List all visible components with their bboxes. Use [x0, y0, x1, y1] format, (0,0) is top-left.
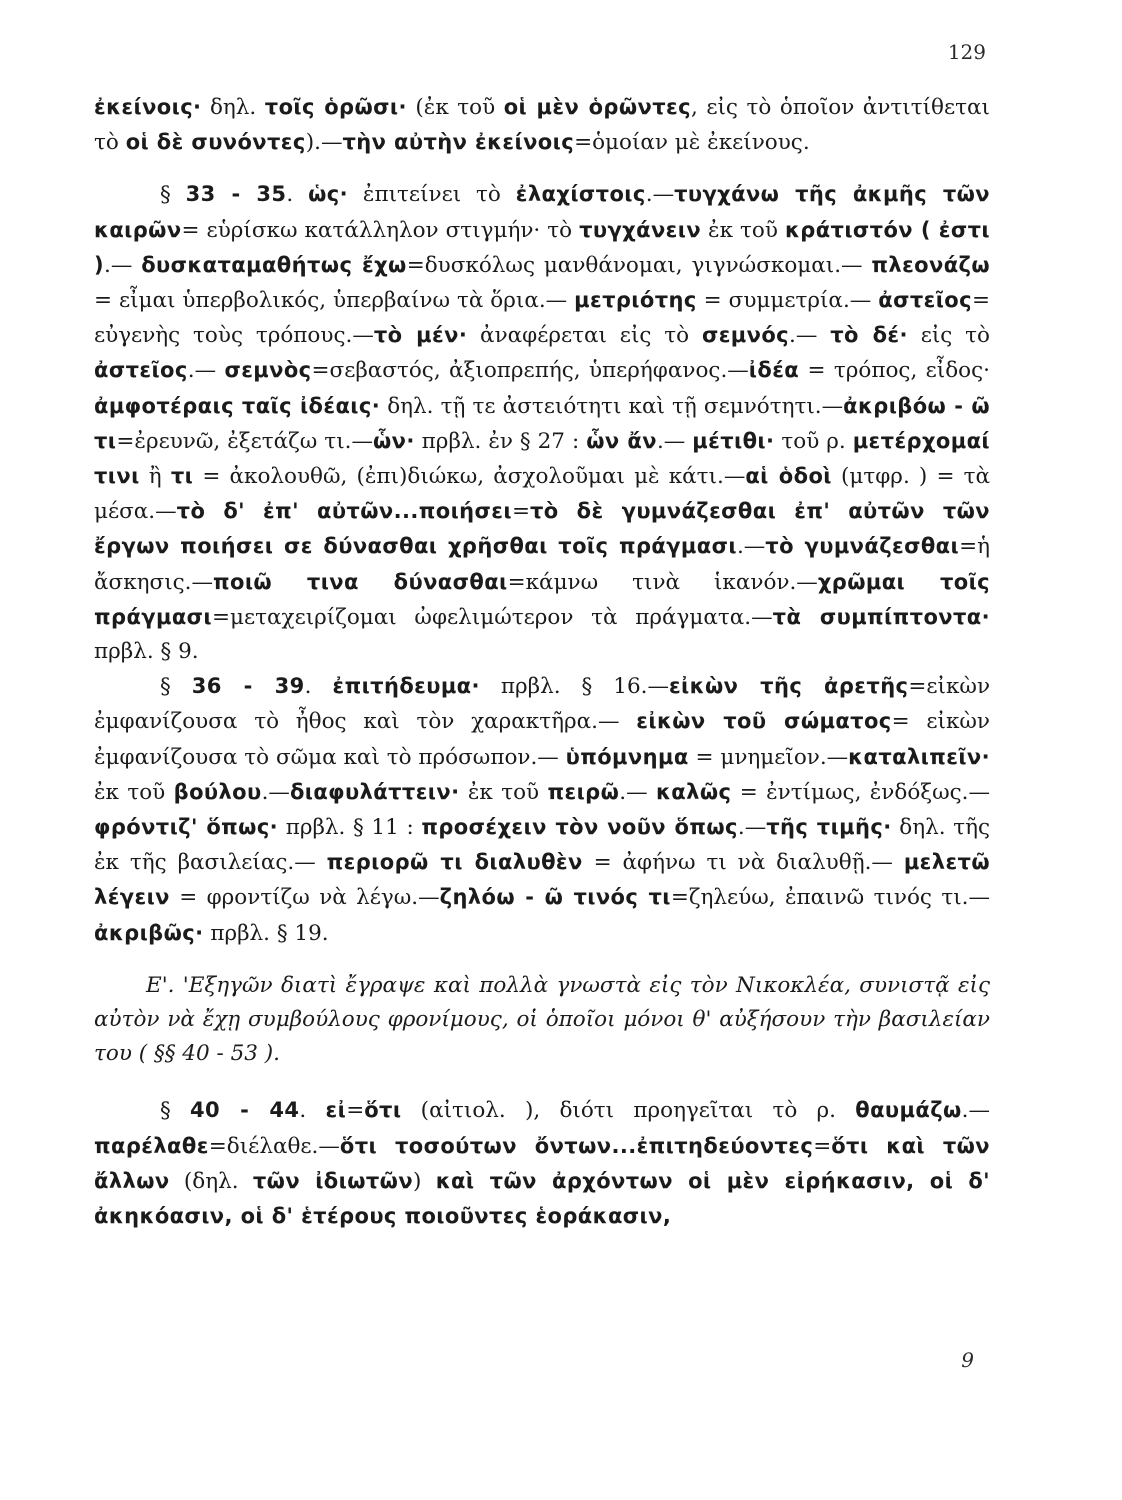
gloss-text: . [304, 674, 333, 700]
bold-term: 40 - 44 [190, 1098, 300, 1123]
gloss-text: .— [619, 779, 656, 805]
gloss-text: πρβλ. § 11 : [278, 815, 422, 841]
bold-term: αἱ ὁδοὶ [745, 464, 832, 489]
page-number: 129 [947, 40, 986, 64]
gloss-text: (αἰτιολ. ), διότι προηγεῖται τὸ ρ. [401, 1098, 856, 1124]
gloss-text: = [346, 1098, 365, 1124]
gloss-text: . [286, 182, 309, 208]
bold-term: τὴν αὐτὴν ἐκείνοις [342, 130, 575, 155]
bold-term: εἰκὼν τῆς ἀρετῆς [668, 674, 909, 699]
bold-term: ἀκριβῶς· [94, 920, 204, 945]
bold-term: διαφυλάττειν· [289, 779, 460, 804]
bold-term: καὶ τῶν ἀρχόντων οἱ μὲν εἰρήκασιν, οἱ δ' ἀκηκόασιν, οἱ δ' ἑτέρους ποιοῦντες ἑοράκασιν, [94, 1168, 990, 1229]
gloss-text: =ζηλεύω, ἐπαινῶ τινός τι.— [670, 885, 990, 911]
bold-term: πλεονάζω [871, 252, 990, 277]
gloss-text: (μτφρ. ) = τὰ μέσα.— [94, 464, 991, 525]
gloss-text: ἐκ τοῦ [701, 217, 785, 243]
section-summary-E: Ε'. 'Εξηγῶν διατὶ ἔγραψε καὶ πολλὰ γνωστὰ εἰς τὸν Νικοκλέα, συνιστᾷ εἰς αὐτὸν νὰ ἔχῃ συμβούλους φρονίμους, οἱ ὁποῖοι μόνοι θ' αὐξήσουν τὴν βασιλείαν του ( §§ 40 - 53 ). [94, 972, 990, 1067]
bold-term: ποιῶ τινα δύνασθαι [213, 569, 508, 594]
bold-term: τὸ δέ· [830, 323, 908, 348]
gloss-text: δηλ. τῆς ἐκ τῆς βασιλείας.— [94, 815, 991, 876]
bold-term: τὸ γυμνάζεσθαι [765, 534, 960, 559]
gloss-text: ) [413, 1168, 436, 1194]
paragraph-ekeinois [94, 90, 990, 160]
bold-term: μέτιθι· [692, 428, 775, 453]
bold-term: κράτιστόν ( ἐστι ) [94, 217, 990, 277]
gloss-text: πρβλ. § 9. [94, 639, 199, 665]
gloss-text: § [160, 674, 192, 700]
bold-term: ὅτι τοσούτων ὄντων...ἐπιτηδεύοντες [339, 1133, 814, 1158]
gloss-text: = εὑρίσκω κατάλληλον στιγμήν· τὸ [181, 217, 580, 243]
gloss-text: ἢ [139, 464, 171, 490]
gloss-text: = εἶμαι ὑπερβολικός, ὑπερβαίνω τὰ ὅρια.— [94, 288, 575, 314]
gloss-text: = εἰκὼν ἐμφανίζουσα τὸ σῶμα καὶ τὸ πρόσωπον.— [94, 709, 991, 770]
bold-term: μετριότης [574, 288, 697, 313]
gloss-text: § [160, 182, 186, 208]
bold-term: τὸ δ' ἐπ' αὐτῶν...ποιήσει [176, 499, 512, 524]
gloss-text: τοῦ ρ. [774, 428, 853, 454]
printer-signature-mark: 9 [961, 1348, 974, 1372]
gloss-text: .— [645, 182, 675, 208]
gloss-text: = φροντίζω νὰ λέγω.— [169, 885, 440, 911]
bold-term: ἀστεῖος [878, 288, 972, 313]
gloss-text: .— [961, 1098, 990, 1124]
gloss-text: .— [737, 815, 767, 841]
gloss-text: , εἰς τὸ ὁποῖον ἀντιτίθεται τὸ [94, 95, 990, 156]
gloss-text: = [511, 499, 530, 525]
bold-term: ἰδέα [748, 358, 800, 383]
gloss-text: ἐπιτείνει τὸ [348, 182, 516, 208]
bold-term: τῆς τιμῆς· [766, 815, 892, 840]
bold-term: σεμνός [701, 323, 790, 348]
gloss-text: .— [789, 323, 831, 349]
bold-term: καλῶς [655, 779, 732, 804]
gloss-text: =κάμνω τινὰ ἱκανόν.— [507, 569, 818, 595]
bold-term: ὧν ἄν [586, 428, 657, 453]
gloss-text: (ἐκ τοῦ [406, 95, 504, 120]
gloss-text: =δυσκόλως μανθάνομαι, γιγνώσκομαι.— [406, 252, 872, 278]
gloss-text: =μεταχειρίζομαι ὠφελιμώτερον τὰ πράγματα.— [212, 604, 773, 630]
gloss-text: .— [104, 252, 142, 278]
gloss-text: δηλ. [201, 95, 265, 120]
gloss-text: ἐκ τοῦ [94, 779, 174, 805]
bold-term: τυγχάνω τῆς ἀκμῆς τῶν καιρῶν [94, 182, 990, 242]
gloss-text: δηλ. τῇ τε ἀστειότητι καὶ τῇ σεμνότητι.— [380, 393, 844, 419]
gloss-text: § [160, 1098, 190, 1124]
bold-term: πειρῶ [547, 779, 620, 804]
gloss-text: .— [261, 779, 290, 805]
bold-term: τὸ δὲ γυμνάζεσθαι ἐπ' αὐτῶν τῶν ἔργων ποιήσει σε δύνασθαι χρῆσθαι τοῖς πράγμασι [94, 499, 990, 559]
bold-term: τι [170, 464, 194, 489]
bold-term: θαυμάζω [855, 1098, 962, 1123]
gloss-text: = ἀφήνω τι νὰ διαλυθῇ.— [582, 850, 904, 876]
gloss-text: .— [736, 534, 766, 560]
bold-term: ἐπιτήδευμα· [332, 674, 480, 699]
bold-term: καταλιπεῖν· [848, 744, 990, 769]
gloss-text: =ὁμοίαν μὲ ἐκείνους. [574, 130, 810, 156]
bold-term: παρέλαθε [94, 1133, 209, 1158]
bold-term: ἐκείνοις· [94, 95, 202, 119]
gloss-text: = [813, 1133, 832, 1159]
bold-term: εἰ [325, 1098, 347, 1123]
bold-term: οἱ μὲν ὁρῶντες [503, 95, 691, 119]
gloss-text: .— [187, 358, 225, 384]
bold-term: ὅτι καὶ τῶν ἄλλων [94, 1133, 990, 1193]
gloss-text: = μνημεῖον.— [688, 744, 849, 770]
bold-term: μελετῶ λέγειν [94, 850, 990, 910]
bold-term: δυσκαταμαθήτως ἔχω [141, 252, 407, 277]
gloss-text: =ἐρευνῶ, ἐξετάζω τι.— [116, 428, 373, 454]
paragraph-section-33-35 [94, 177, 990, 669]
gloss-text: = εὐγενὴς τοὺς τρόπους.— [94, 288, 990, 349]
gloss-text: = ἐντίμως, ἐνδόξως.— [731, 779, 991, 805]
bold-term: εἰκὼν τοῦ σώματος [636, 709, 892, 734]
gloss-text: =ἡ ἄσκησις.— [94, 534, 990, 595]
bold-term: βούλου [173, 779, 262, 804]
bold-term: οἱ δὲ συνόντες [125, 130, 306, 155]
bold-term: τὰ συμπίπτοντα· [772, 604, 990, 629]
gloss-text: =σεβαστός, ἀξιοπρεπής, ὑπερήφανος.— [311, 358, 749, 384]
paragraph-section-36-39 [94, 669, 990, 951]
gloss-text: ).— [305, 130, 343, 156]
gloss-text: .— [656, 428, 693, 454]
gloss-text: πρβλ. § 16.— [479, 674, 669, 700]
bold-term: μετέρχομαί τινι [94, 428, 991, 489]
text-body [94, 90, 990, 1234]
bold-term: περιορῶ τι διαλυθὲν [326, 850, 583, 875]
gloss-text: πρβλ. ἐν § 27 : [414, 428, 587, 454]
gloss-text: = τρόπος, εἶδος· [799, 358, 990, 384]
bold-term: 36 - 39 [191, 674, 305, 699]
bold-term: ὧν· [372, 428, 415, 453]
bold-term: τῶν ἰδιωτῶν [252, 1168, 414, 1193]
bold-term: σεμνὸς [224, 358, 312, 383]
gloss-text: εἰς τὸ [907, 323, 991, 349]
gloss-text: πρβλ. § 19. [203, 920, 329, 946]
bold-term: τοῖς ὁρῶσι· [264, 95, 407, 119]
paragraph-section-40-44 [94, 1093, 990, 1234]
bold-term: τυγχάνειν [579, 217, 702, 242]
gloss-text: . [299, 1098, 326, 1124]
gloss-text: = συμμετρία.— [696, 288, 879, 314]
bold-term: ὡς· [308, 182, 349, 207]
bold-term: 33 - 35 [185, 182, 287, 207]
gloss-text: =διέλαθε.— [208, 1133, 340, 1159]
bold-term: ὅτι [364, 1098, 402, 1123]
gloss-text: ἐκ τοῦ [459, 779, 548, 805]
bold-term: προσέχειν τὸν νοῦν ὅπως [421, 815, 738, 840]
gloss-text: =εἰκὼν ἐμφανίζουσα τὸ ἦθος καὶ τὸν χαρακτῆρα.— [94, 674, 991, 735]
gloss-text: (δηλ. [169, 1168, 253, 1194]
gloss-text: = ἀκολουθῶ, (ἐπι)διώκω, ἀσχολοῦμαι μὲ κάτι.— [193, 464, 746, 490]
bold-term: ζηλόω - ῶ τινός τι [439, 885, 671, 910]
bold-term: χρῶμαι τοῖς πράγμασι [94, 569, 991, 629]
bold-term: ὑπόμνημα [565, 744, 689, 769]
bold-term: ἀκριβόω - ῶ τι [94, 393, 990, 453]
bold-term: ἀστεῖος [94, 358, 188, 383]
bold-term: φρόντιζ' ὅπως· [94, 815, 279, 840]
bold-term: τὸ μέν· [373, 323, 468, 348]
bold-term: ἀμφοτέραις ταῖς ἰδέαις· [94, 393, 381, 418]
bold-term: ἐλαχίστοις [515, 182, 646, 207]
gloss-text: ἀναφέρεται εἰς τὸ [467, 323, 702, 349]
